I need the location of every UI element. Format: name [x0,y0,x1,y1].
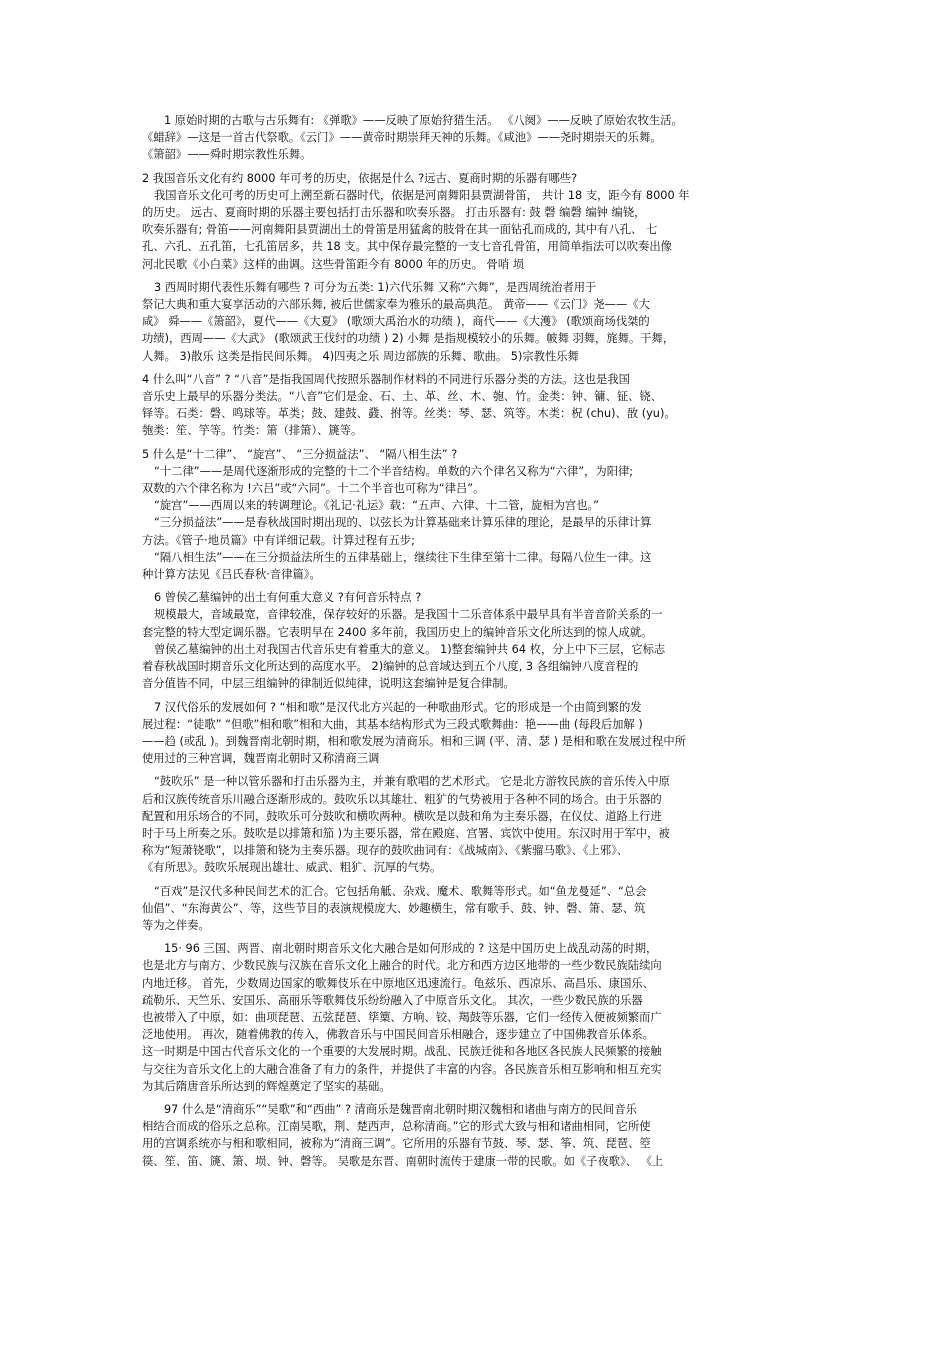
text-line: 疏勒乐、天竺乐、安国乐、高丽乐等歌舞伎乐纷纷融入了中原音乐文化。 其次，一些少数民族的乐器 [142,993,643,1007]
text-line: 为其后隋唐音乐所达到的辉煌奠定了坚实的基础。 [142,1079,391,1093]
question-heading: 15· 96 三国、两晋、南北朝时期音乐文化大融合是如何形成的 ? 这是中国历史上战乱动荡的时期， [164,942,658,956]
text-line: 时于马上所奏之乐。鼓吹是以排箫和笳 )为主要乐器，常在殿庭、宫署、宾饮中使用。东汉时用于军中，被 [142,826,670,840]
section-1-primitive-music [142,112,812,164]
section-4-bayin [142,371,812,440]
text-line: 也是北方与南方、少数民族与汉族在音乐文化上融合的时代。北方和西方边区地带的一些少数民族陆续向 [142,959,662,973]
text-line: “十二律”——是周代逐渐形成的完整的十二个半音结构。单数的六个律名又称为“六律”，为阳律; [154,464,634,478]
question-heading: 4 什么叫“八音” ? “八音”是指我国周代按照乐器制作材料的不同进行乐器分类的方法。这也是我国 [142,372,630,386]
question-heading: 3 西周时期代表性乐舞有哪些 ? 可分为五类: 1)六代乐舞 又称“六舞”，是西周统治者用于 [154,280,597,294]
section-5-twelve-lu [142,446,812,584]
text-line: “鼓吹乐” 是一种以管乐器和打击乐器为主，并兼有歌唱的艺术形式。 它是北方游牧民族的音乐传入中原 [154,775,670,789]
text-line: 双数的六个律名称为 !六吕”或“六同”。十二个半音也可称为“律吕”。 [142,482,485,496]
text-line: 曾侯乙墓编钟的出土对我国古代音乐史有着重大的意义。 1)整套编钟共 64 枚，分上中下三层，它标志 [154,642,666,656]
text-line: 也被带入了中原，如：曲项琵琶、五弦琵琶、筚篥、方响、铰、羯鼓等乐器，它们一经传入便被频繁而广 [142,1010,662,1024]
text-line: “百戏”是汉代多种民间艺术的汇合。它包括角觝、杂戏、魔术、歌舞等形式。如“鱼龙曼延”、“总会 [154,884,647,898]
text-line: 《有所思》。鼓吹乐展现出雄壮、威武、粗犷、沉厚的气势。 [142,861,442,875]
text-line: 使用过的三种宫调，魏晋南北朝时又称清商三调 [142,752,380,766]
text-line: 配置和用乐场合的不同，鼓吹乐可分鼓吹和横吹两种。横吹是以鼓和角为主奏乐器，在仪仗、道路上行进 [142,809,662,823]
text-line: 着春秋战国时期音乐文化所达到的高度水平。 2)编钟的总音域达到五个八度, 3 各组编钟八度音程的 [142,660,639,674]
text-line: 种计算方法见《吕氏春秋·音律篇》。 [142,568,321,582]
text-line: 铎等。石类：磬、鸣球等。革类；鼓、建鼓、鼗、拊等。丝类：琴、瑟、筑等。木类：柷 (chu)、敔 (yu)。 [142,407,676,421]
section-8-guchui [142,773,812,876]
section-2-ancient-instruments [142,170,812,273]
text-line: 相结合而成的俗乐之总称。江南吴歌，荆、楚西声，总称清商。”它的形式大致与相和诸曲相同，它所使 [142,1120,651,1134]
text-line: 的历史。 远古、夏商时期的乐器主要包括打击乐器和吹奏乐器。 打击乐器有: 鼓 磬 编磬 编钟 编铙， [142,206,646,220]
text-line: 篌、笙、笛、篪、箫、埙、钟、磬等。 吴歌是东晋、南朝时流传于建康一带的民歌。如《子夜歌》、 《上 [142,1154,664,1168]
text-line: 我国音乐文化可考的历史可上溯至新石器时代，依据是河南舞阳县贾湖骨笛， 共计 18 支，距今有 8000 年 [154,188,690,202]
text-line: 《箫韶》——舜时期宗教性乐舞。 [142,148,312,162]
text-line: 音分值皆不同，中层三组编钟的律制近似纯律，说明这套编钟是复合律制。 [142,677,515,691]
text-line: 套完整的特大型定调乐器。它表明早在 2400 多年前，我国历史上的编钟音乐文化所达到的惊人成就。 [142,625,653,639]
question-heading: 97 什么是“清商乐”“吴歌”和“西曲” ? 清商乐是魏晋南北朝时期汉魏相和诸曲与南方的民间音乐 [164,1102,637,1116]
section-7-han-folk-music [142,699,812,768]
text-line: 匏类：笙、竽等。竹类：箫（排箫）、篪等。 [142,424,363,438]
question-heading: 2 我国音乐文化有约 8000 年可考的历史，依据是什么 ?远古、夏商时期的乐器有哪些? [142,171,578,185]
document-page [142,112,812,1176]
text-line: 《蜡辞》—这是一首古代祭歌。《云门》——黄帝时期崇拜天神的乐舞。《咸池》——尧时期崇天的乐舞。 [142,131,662,145]
text-line: 称为“短萧铙歌”，以排箫和铙为主奏乐器。现存的鼓吹曲词有：《战城南》、《紫骝马歌》、《上邪》、 [142,844,629,858]
text-line: 音乐史上最早的乐器分类法。“八音”它们是金、石、土、革、丝、木、匏、竹。金类：钟、镛、钲、铙、 [142,390,663,404]
text-line: “旋宫”——西周以来的转调理论。《礼记·礼运》载：“五声、六律、十二管，旋相为宫也。” [154,499,599,513]
text-line: 祭记大典和重大宴享活动的六部乐舞, 被后世儒家奉为雅乐的最高典范。 黄帝——《云门》尧——《大 [142,298,650,312]
text-line: 展过程：“徒歌” “但歌”相和歌”相和大曲，其基本结构形式为三段式歌舞曲：艳——曲 (每段后加解 ) [142,717,643,731]
text-line: 泛地使用。 再次，随着佛教的传入，佛教音乐与中国民间音乐相融合，逐步建立了中国佛教音乐体系。 [142,1028,654,1042]
text-line: 孔、六孔、五孔笛，七孔笛居多，共 18 支。其中保存最完整的一支七音孔骨笛，用简单指法可以吹奏出像 [142,240,672,254]
text-line: 内地迁移。 首先，少数周边国家的歌舞伎乐在中原地区迅速流行。龟兹乐、西凉乐、高昌乐、康国乐、 [142,976,654,990]
section-11-qingshang [142,1101,812,1170]
question-heading: 6 曾侯乙墓编钟的出土有何重大意义 ?有何音乐特点 ? [154,591,422,605]
text-line: 与交往为音乐文化上的大融合准备了有力的条件，并提供了丰富的内容。各民族音乐相互影响和相互充实 [142,1062,662,1076]
text-line: 河北民歌《小白菜》这样的曲调。这些骨笛距今有 8000 年的历史。 骨哨 埙 [142,257,525,271]
section-6-zenghouyi-bells [142,589,812,692]
section-10-cultural-fusion [142,940,812,1095]
question-heading: 7 汉代俗乐的发展如何 ? “相和歌”是汉代北方兴起的一种歌曲形式。它的形成是一个由简到繁的发 [154,700,642,714]
text-line: 吹奏乐器有; 骨笛——河南舞阳县贾湖出土的骨笛是用猛禽的肢骨在其一面钻孔而成的, 其中有八孔、 七 [142,223,658,237]
text-line: “隔八相生法”——在三分损益法所生的五律基础上，继续往下生律至第十二律。每隔八位生一律。这 [154,550,652,564]
text-line: 用的宫调系统亦与相和歌相同，被称为“清商三调”。它所用的乐器有节鼓、琴、瑟、筝、筑、琵琶、箜 [142,1137,651,1151]
section-9-baixi [142,883,812,935]
section-3-western-zhou-dance [142,279,812,365]
text-line: 规模最大，音域最宽，音律较准，保存较好的乐器。是我国十二乐音体系中最早具有半音音阶关系的一 [154,608,663,622]
text-line: 这一时期是中国古代音乐文化的一个重要的大发展时期。战乱、民族迁徙和各地区各民族人民频繁的接触 [142,1045,662,1059]
text-line: 1 原始时期的古歌与古乐舞有: 《弹歌》——反映了原始狩猎生活。 《八阕》——反映了原始农牧生活。 [164,114,683,127]
text-line: ——趋 (或乱 )。到魏晋南北朝时期，相和歌发展为清商乐。相和三调 (平、清、瑟 ) 是相和歌在发展过程中所 [142,734,686,748]
text-line: “三分损益法”——是春秋战国时期出现的、以弦长为计算基础来计算乐律的理论，是最早的乐律计算 [154,516,652,530]
text-line: 功绩)，西周——《大武》 (歌颂武王伐纣的功绩 ) 2) 小舞 是指规模较小的乐舞。帔舞 羽舞，旄舞。干舞， [142,332,675,346]
text-line: 方法。《管子·地员篇》中有详细记载。计算过程有五步; [142,533,415,547]
text-line: 等为之伴奏。 [142,918,210,932]
question-heading: 5 什么是“十二律”、 “旋宫”、 “三分损益法”、 “隔八相生法” ? [142,447,458,461]
text-line: 仙倡”、“东海黄公”、等，这些节目的表演规模庞大、妙趣横生，常有歌手、鼓、钟、磬、箫、瑟、筑 [142,901,646,915]
text-line: 人舞。 3)散乐 这类是指民间乐舞。 4)四夷之乐 周边部族的乐舞、歌曲。 5)宗教性乐舞 [142,349,579,363]
text-line: 后和汉族传统音乐川融合逐渐形成的。鼓吹乐以其雄壮、粗犷的气势被用于各种不同的场合。由于乐器的 [142,792,662,806]
text-line: 咸》 舜——《箫韶》，夏代——《大夏》 (歌颂大禹治水的功绩 )，商代——《大濩》 (歌颂商场伐桀的 [142,315,650,329]
